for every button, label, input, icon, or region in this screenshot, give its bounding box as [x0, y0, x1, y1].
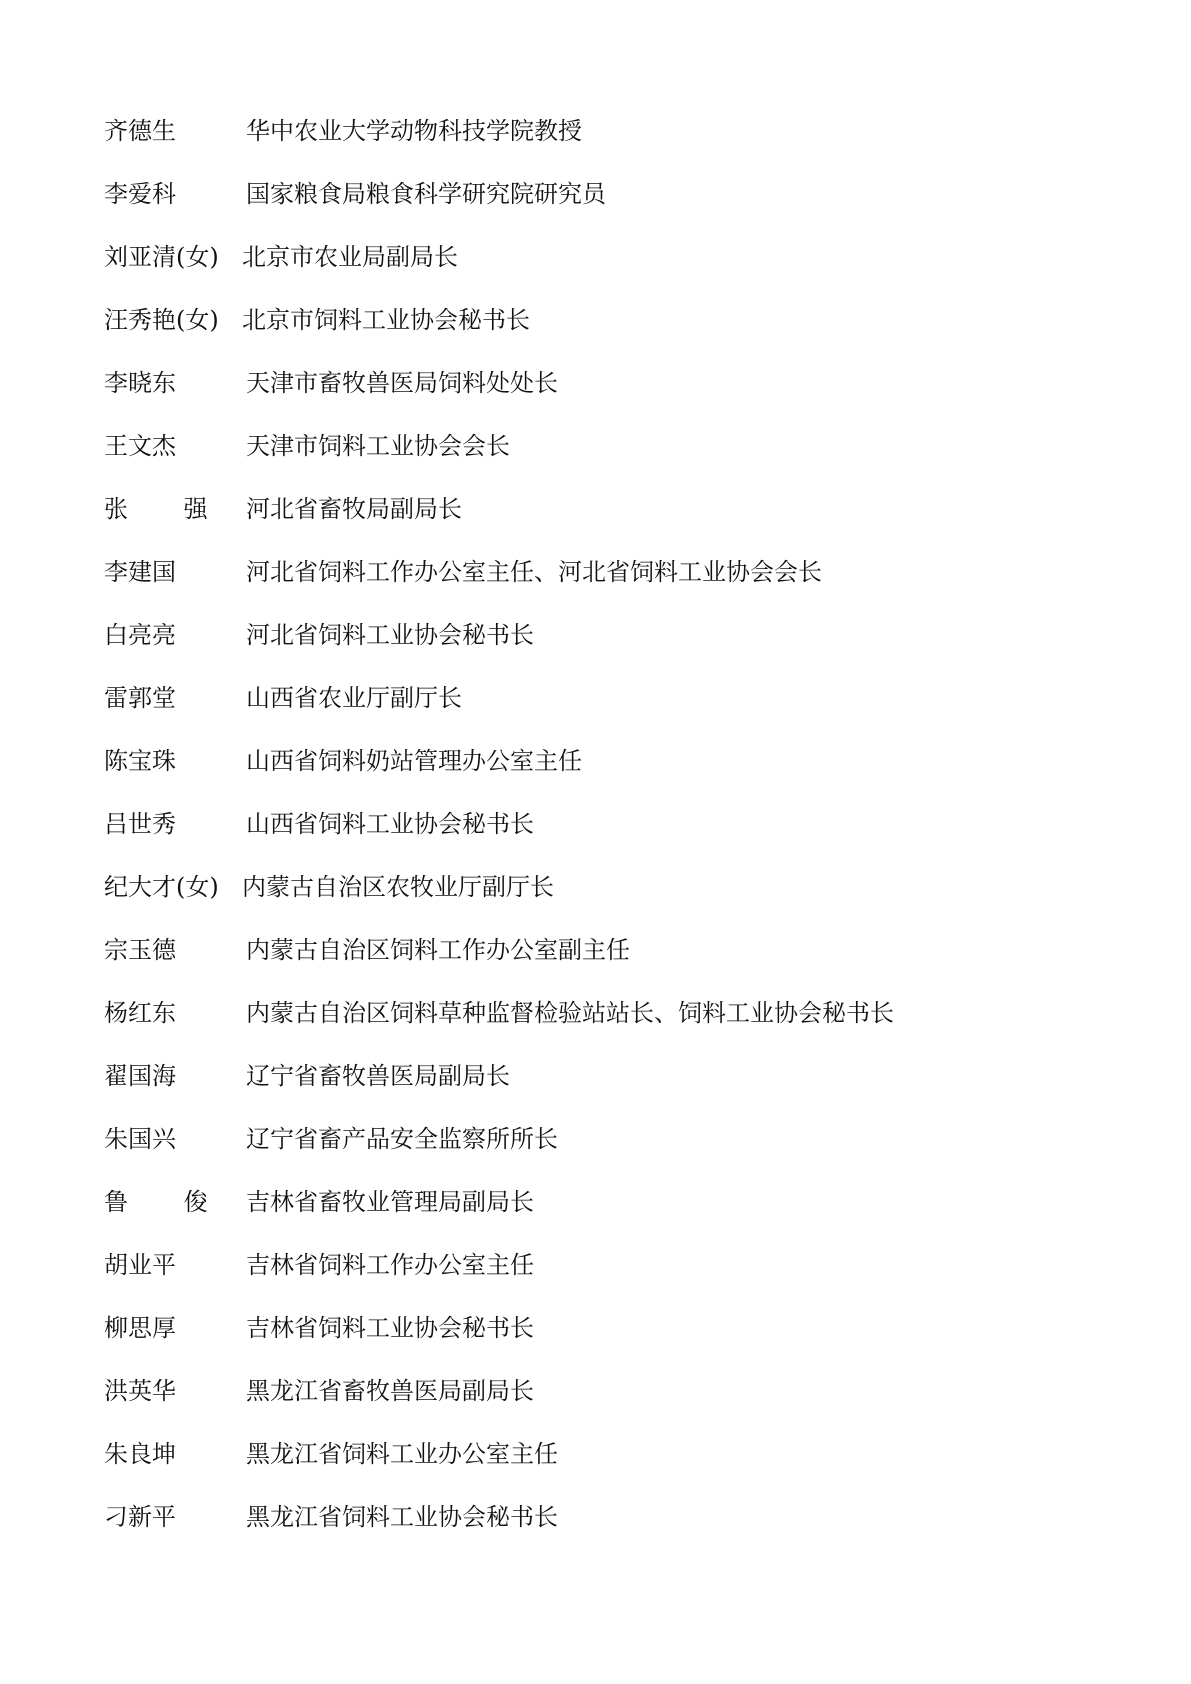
member-position: 河北省饲料工作办公室主任、河北省饲料工业协会会长	[246, 558, 822, 586]
member-name: 杨红东	[104, 999, 176, 1027]
member-position: 天津市畜牧兽医局饲料处处长	[246, 369, 558, 397]
member-position: 山西省饲料工业协会秘书长	[246, 810, 534, 838]
roster-entry	[104, 805, 1104, 868]
member-name: 吕世秀	[104, 810, 176, 838]
member-position: 北京市农业局副局长	[242, 243, 458, 271]
roster-entry	[104, 931, 1104, 994]
roster-entry	[104, 1057, 1104, 1120]
member-position: 内蒙古自治区饲料草种监督检验站站长、饲料工业协会秘书长	[246, 999, 894, 1027]
member-name: 白亮亮	[104, 621, 176, 649]
member-position: 华中农业大学动物科技学院教授	[246, 117, 582, 145]
roster-entry	[104, 175, 1104, 238]
member-roster	[104, 112, 1104, 1561]
member-position: 山西省农业厅副厅长	[246, 684, 462, 712]
roster-entry	[104, 112, 1104, 175]
member-position: 国家粮食局粮食科学研究院研究员	[246, 180, 606, 208]
member-position: 河北省饲料工业协会秘书长	[246, 621, 534, 649]
member-position: 吉林省畜牧业管理局副局长	[246, 1188, 534, 1216]
roster-entry	[104, 868, 1104, 931]
member-position: 山西省饲料奶站管理办公室主任	[246, 747, 582, 775]
member-name: 刁新平	[104, 1503, 176, 1531]
member-position: 黑龙江省畜牧兽医局副局长	[246, 1377, 534, 1405]
member-name: 王文杰	[104, 432, 176, 460]
roster-entry	[104, 553, 1104, 616]
member-name: 纪大才(女)	[104, 873, 219, 901]
roster-entry	[104, 364, 1104, 427]
member-name: 朱良坤	[104, 1440, 176, 1468]
member-name: 鲁 俊	[104, 1188, 232, 1216]
member-name: 翟国海	[104, 1062, 176, 1090]
member-name: 刘亚清(女)	[104, 243, 219, 271]
member-position: 河北省畜牧局副局长	[246, 495, 462, 523]
member-name: 陈宝珠	[104, 747, 176, 775]
member-position: 内蒙古自治区饲料工作办公室副主任	[246, 936, 630, 964]
member-position: 北京市饲料工业协会秘书长	[242, 306, 530, 334]
roster-entry	[104, 1372, 1104, 1435]
roster-entry	[104, 994, 1104, 1057]
roster-entry	[104, 1309, 1104, 1372]
member-name: 宗玉德	[104, 936, 176, 964]
member-name: 柳思厚	[104, 1314, 176, 1342]
roster-entry	[104, 238, 1104, 301]
member-name: 张 强	[104, 495, 232, 523]
roster-entry	[104, 427, 1104, 490]
roster-entry	[104, 490, 1104, 553]
member-name: 朱国兴	[104, 1125, 176, 1153]
member-name: 齐德生	[104, 117, 176, 145]
roster-entry	[104, 616, 1104, 679]
member-position: 辽宁省畜牧兽医局副局长	[246, 1062, 510, 1090]
roster-entry	[104, 1183, 1104, 1246]
roster-entry	[104, 1435, 1104, 1498]
member-position: 吉林省饲料工作办公室主任	[246, 1251, 534, 1279]
member-name: 洪英华	[104, 1377, 176, 1405]
member-name: 胡业平	[104, 1251, 176, 1279]
member-position: 黑龙江省饲料工业办公室主任	[246, 1440, 558, 1468]
member-name: 汪秀艳(女)	[104, 306, 219, 334]
roster-entry	[104, 1246, 1104, 1309]
member-position: 内蒙古自治区农牧业厅副厅长	[242, 873, 554, 901]
roster-entry	[104, 1498, 1104, 1561]
roster-entry	[104, 742, 1104, 805]
member-name: 李爱科	[104, 180, 176, 208]
roster-entry	[104, 301, 1104, 364]
roster-entry	[104, 1120, 1104, 1183]
member-position: 天津市饲料工业协会会长	[246, 432, 510, 460]
member-position: 黑龙江省饲料工业协会秘书长	[246, 1503, 558, 1531]
member-name: 雷郭堂	[104, 684, 176, 712]
member-position: 辽宁省畜产品安全监察所所长	[246, 1125, 558, 1153]
member-name: 李晓东	[104, 369, 176, 397]
member-name: 李建国	[104, 558, 176, 586]
roster-entry	[104, 679, 1104, 742]
member-position: 吉林省饲料工业协会秘书长	[246, 1314, 534, 1342]
